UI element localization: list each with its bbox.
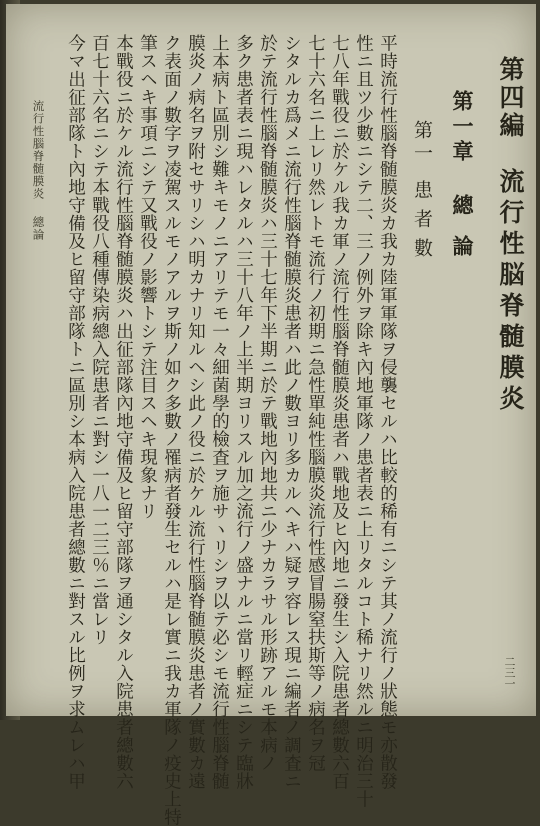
- page-number: 二三一: [503, 656, 516, 689]
- section-label: 第一: [411, 120, 433, 166]
- body-line: 今マ出征部隊ト內地守備及ヒ留守部隊トニ區別シ本病入院患者總數ニ對スル比例ヲ求ムレハ甲: [65, 34, 86, 790]
- part-label: 第四編: [496, 56, 525, 140]
- body-line: 性ニ且ツ少數ニシテ二、三ノ例外ヲ除キ內地軍隊ノ患者表ニ上リタルコト稀ナリ然ルニ明治三十: [353, 34, 374, 808]
- section-title: 患者數: [411, 180, 433, 267]
- body-line: 七十六名ニ上レリ然レトモ流行ノ初期ニ急性單純性腦膜炎流行性感冒腸窒扶斯等ノ病名ヲ冠: [305, 34, 326, 772]
- body-line: 百七十六名ニシテ本戰役八種傳染病總入院患者ニ對シ一八一二三％ニ當レリ: [89, 34, 110, 646]
- body-line: 於テ流行性腦脊髄膜炎ハ三十七年下半期ニ於テ戰地內地共ニ少ナカラサル形跡アルモ本病ノ: [257, 34, 278, 772]
- body-line: 多ク患者表ニ現ハレタルハ三十八年ノ上半期ヨリスル加之流行ノ盛ナルニ當リ輕症ニシテ臨牀: [233, 34, 254, 790]
- body-line: 本戰役ニ於ケル流行性腦脊髄膜炎ハ出征部隊內地守備及ヒ留守部隊ヲ通シタル入院患者總數六: [113, 34, 134, 790]
- chapter-label: 第一章: [450, 90, 475, 165]
- body-line: 筆スヘキ事項ニシテ又戰役ノ影響トシテ注目スヘキ現象ナリ: [137, 34, 158, 520]
- body-line: 膜炎ノ病名ヲ附セサリシハ明カナリ知ルヘシ此ノ役ニ於ケル流行性腦脊髄膜炎患者ノ實數カ遠: [185, 34, 206, 790]
- body-line: ク表面ノ數字ヲ凌駕スルモノアルヲ斯ノ如ク多數ノ罹病者發生セルハ是レ實ニ我カ軍隊ノ疫史上特: [161, 34, 182, 826]
- chapter-title: 總論: [450, 194, 475, 276]
- body-line: 平時流行性腦脊髄膜炎カ我カ陸軍軍隊ヲ侵襲セルハ比較的稀有ニシテ其ノ流行ノ狀態モ亦散發: [377, 34, 398, 790]
- body-line: 七八年戰役ニ於ケル我カ軍ノ流行性腦脊髄膜炎患者ハ戰地及ヒ內地ニ發生シ入院患者總數六百: [329, 34, 350, 790]
- running-header: 流行性腦脊髄膜炎: [31, 100, 46, 200]
- running-header-sub: 總論: [31, 216, 46, 241]
- part-title: 流行性脳脊髄膜炎: [496, 168, 525, 416]
- book-page: [6, 4, 536, 826]
- body-line: シタルカ爲メニ流行性腦脊髄膜炎患者ハ此ノ數ヨリ多カルヘキハ疑ヲ容レス現ニ編者ノ調査ニ: [281, 34, 302, 790]
- body-line: 上本病ト區別シ難キモノニアリテモ一々細菌學的檢査ヲ施サヽリシヲ以テ必シモ流行性腦脊髄: [209, 34, 230, 790]
